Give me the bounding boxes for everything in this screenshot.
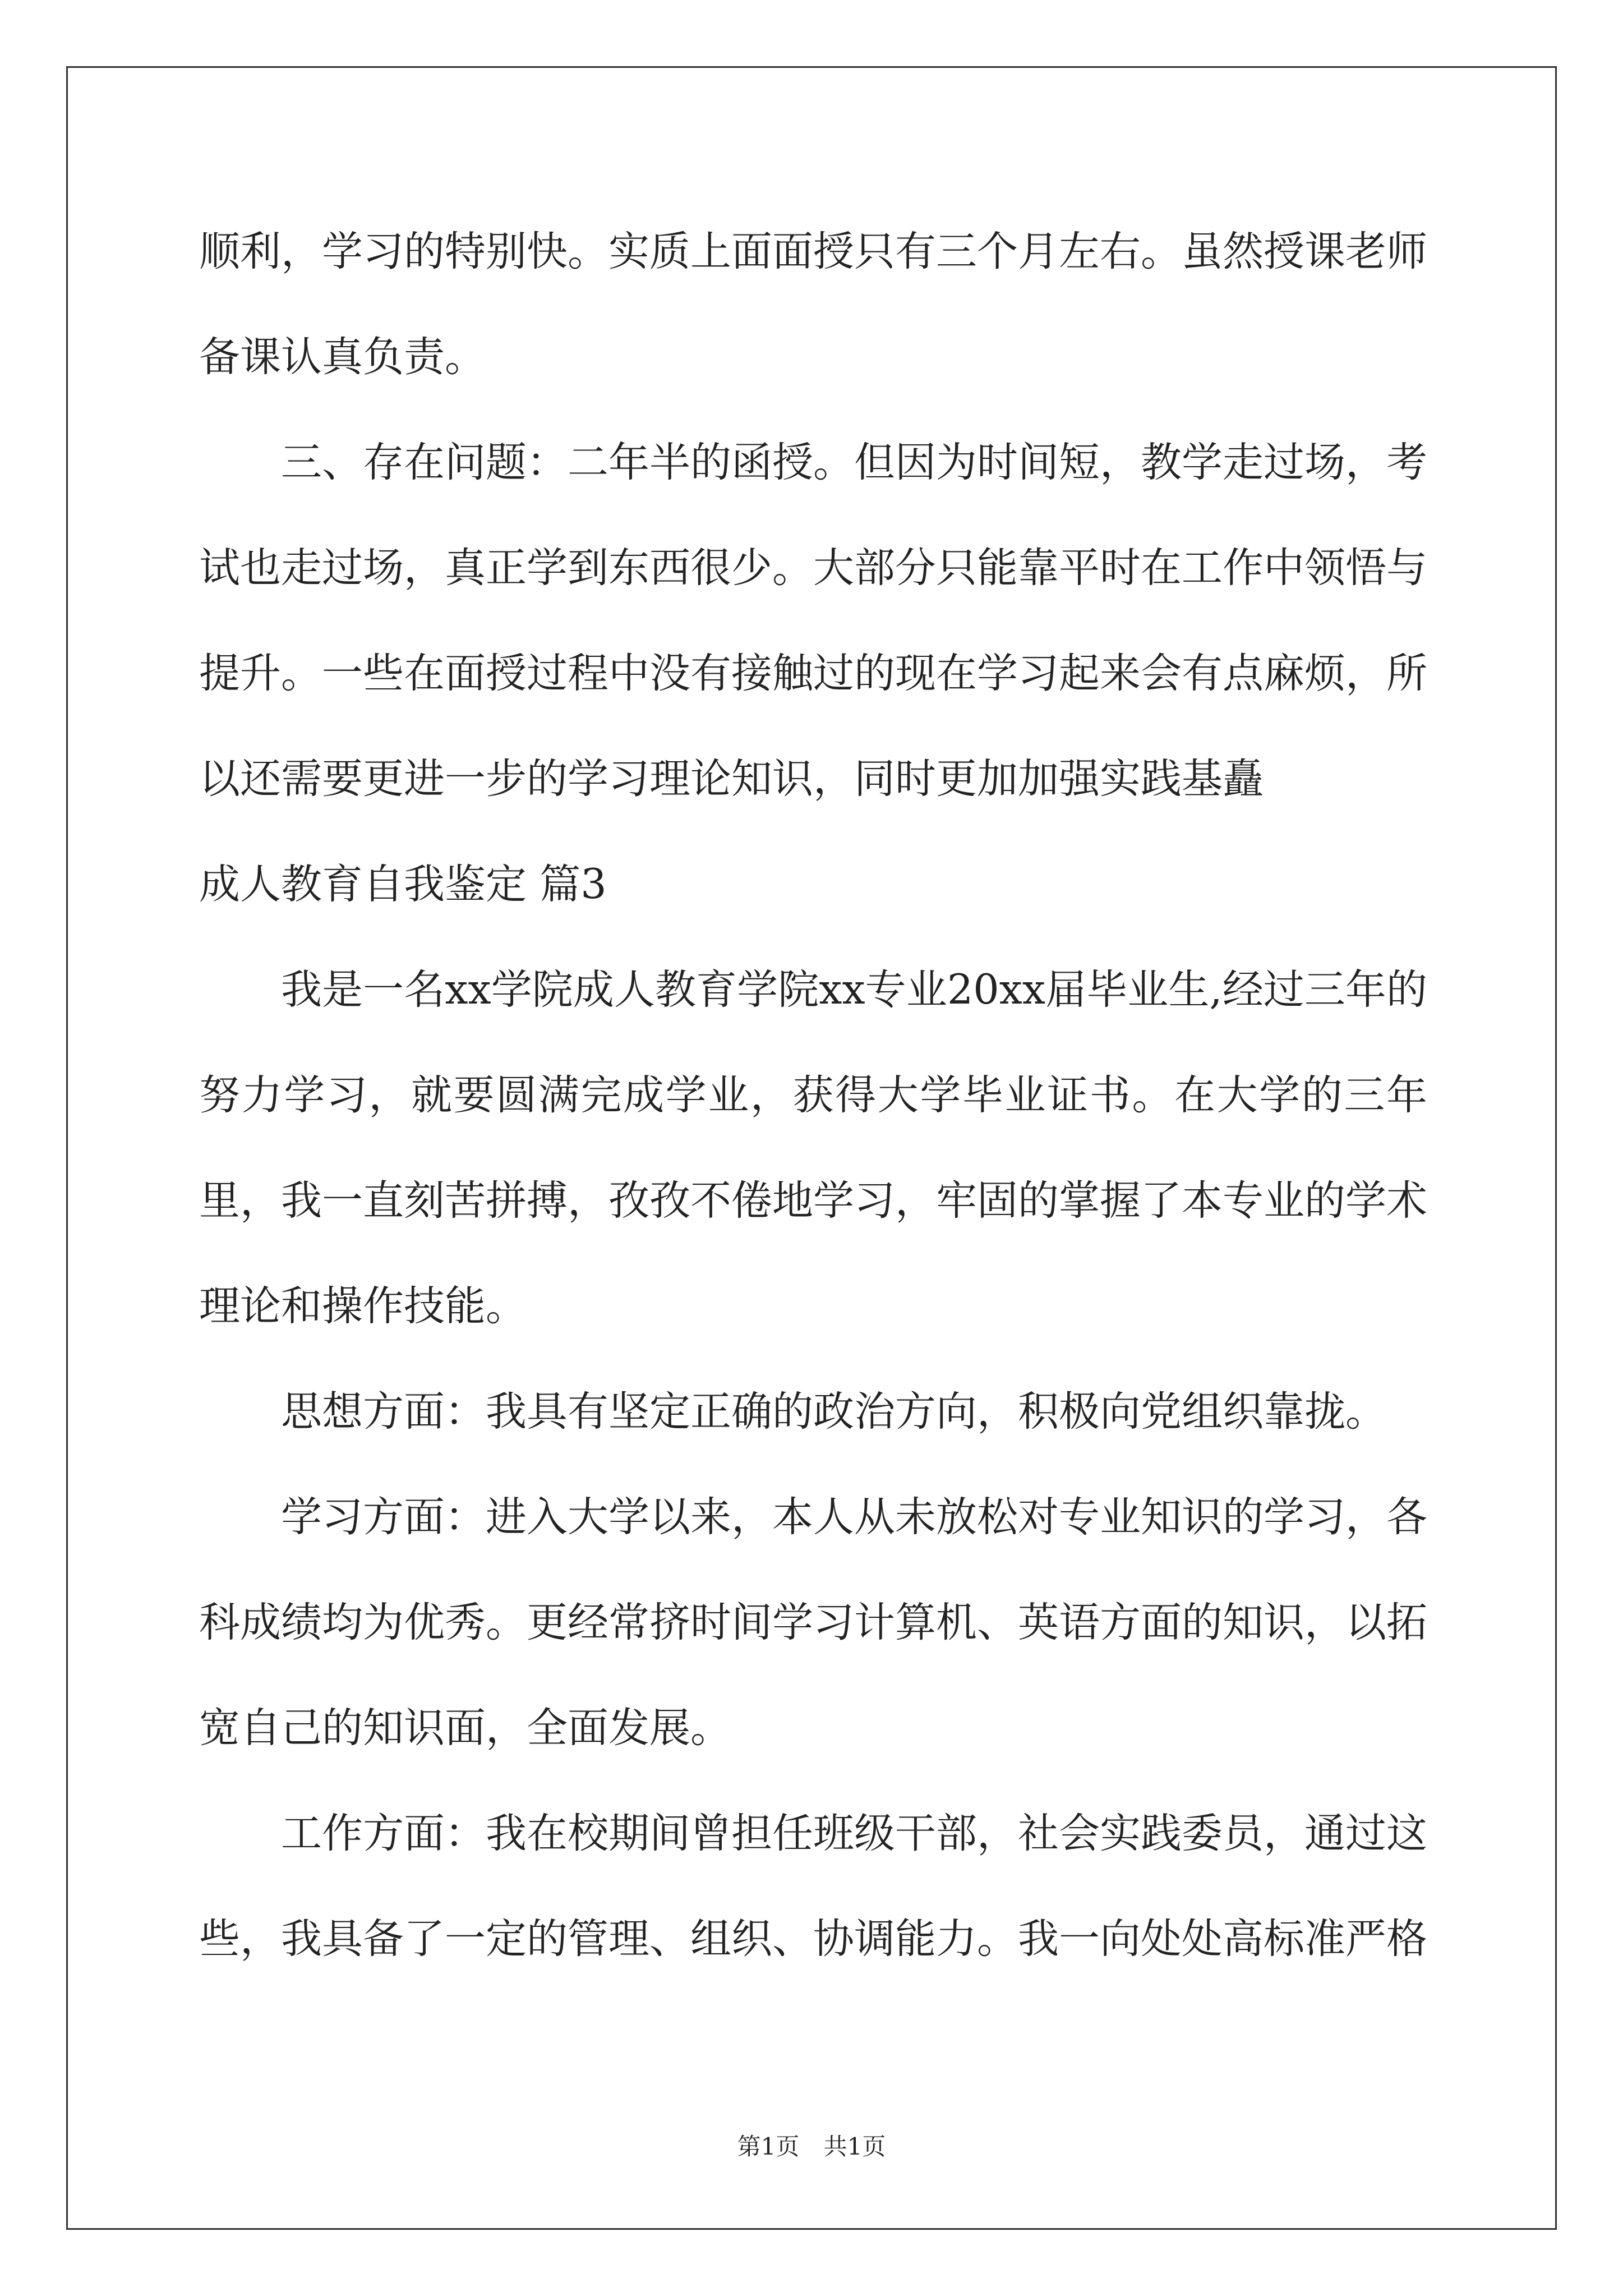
paragraph-4: 思想方面：我具有坚定正确的政治方向，积极向党组织靠拢。 [281, 1388, 1386, 1435]
paragraph-2: 三、存在问题：二年半的函授。但因为时间短，教学走过场，考试也走过场，真正学到东西很少。大部分只能靠平时在工作中领悟与提升。一些在面授过程中没有接触过的现在学习起来会有点麻烦，所以还需要更进一步的学习理论知识，同时更加加强实践基矗 [199, 439, 1427, 803]
section-heading: 成人教育自我鉴定 篇3 [199, 861, 607, 908]
paragraph-5: 学习方面：进入大学以来，本人从未放松对专业知识的学习，各科成绩均为优秀。更经常挤时间学习计算机、英语方面的知识，以拓宽自己的知识面，全面发展。 [199, 1493, 1427, 1752]
paragraph-3: 我是一名xx学院成人教育学院xx专业20xx届毕业生,经过三年的努力学习，就要圆满完成学业，获得大学毕业证书。在大学的三年里，我一直刻苦拼搏，孜孜不倦地学习，牢固的掌握了本专业的学术理论和操作技能。 [199, 966, 1427, 1330]
paragraph-1: 顺利，学习的特别快。实质上面面授只有三个月左右。虽然授课老师备课认真负责。 [199, 228, 1427, 381]
page-footer: 第1页 共1页 [737, 2133, 886, 2160]
document-body [199, 199, 1427, 1992]
paragraph-6: 工作方面：我在校期间曾担任班级干部，社会实践委员，通过这些，我具备了一定的管理、组织、协调能力。我一向处处高标准严格 [199, 1810, 1427, 1963]
